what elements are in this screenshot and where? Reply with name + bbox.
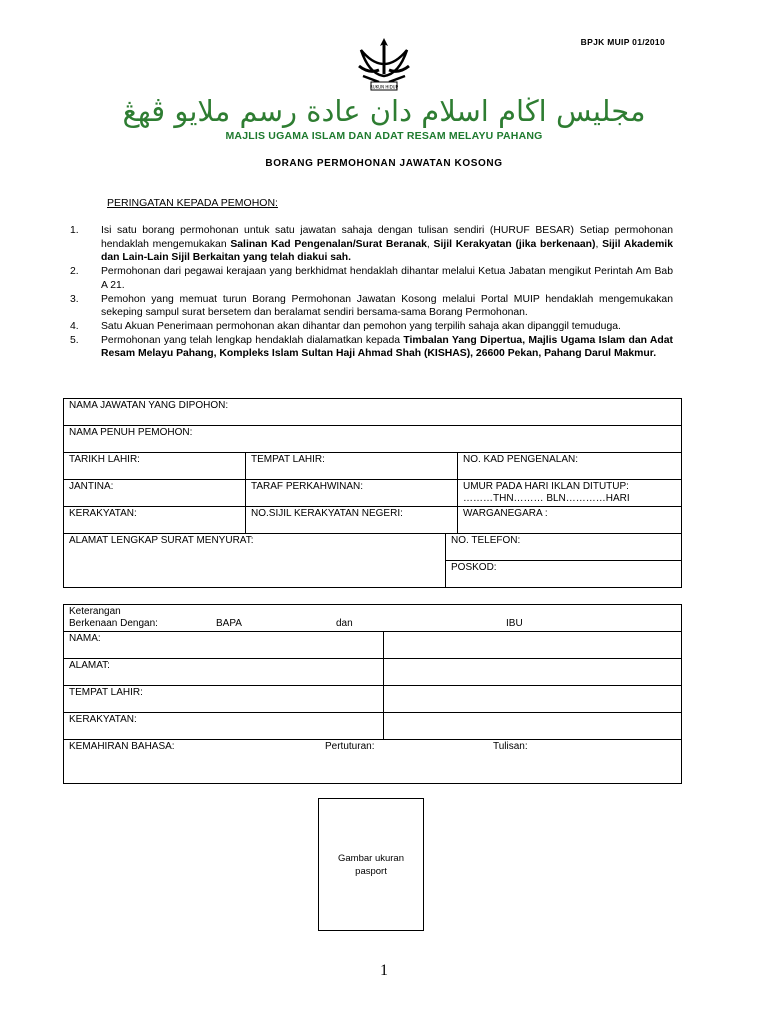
ic-number-field[interactable]: NO. KAD PENGENALAN:	[458, 453, 682, 480]
citizenship-field[interactable]: KERAKYATAN:	[64, 507, 246, 534]
postcode-field[interactable]: POSKOD:	[446, 561, 682, 588]
language-skills-field[interactable]: KEMAHIRAN BAHASA: Pertuturan: Tulisan:	[64, 740, 682, 784]
nationality-field[interactable]: WARGANEGARA :	[458, 507, 682, 534]
jawi-organization-name: مجليس اڬام اسلام دان عادة رسم ملايو ڤهڠ	[122, 94, 646, 128]
crest-banner-text: RUKUN HIDUP	[369, 84, 399, 90]
instruction-item: 1. Isi satu borang permohonan untuk satu jawatan sahaja dengan tulisan sendiri (HURUF BESAR) Setiap permohonan hendaklah mengemukakan Salinan Kad Pengenalan/Surat Beranak, Sijil Kerakyatan (jika berkenaan), Sijil Akademik dan Lain-Lain Sijil Berkaitan yang telah diakui sah.	[70, 225, 673, 264]
state-citizenship-cert-field[interactable]: NO.SIJIL KERAKYATAN NEGERI:	[246, 507, 458, 534]
father-address-field[interactable]: ALAMAT:	[64, 659, 384, 686]
job-applied-field[interactable]: NAMA JAWATAN YANG DIPOHON:	[64, 399, 682, 426]
applicant-details-table	[63, 398, 682, 588]
form-title: BORANG PERMOHONAN JAWATAN KOSONG	[265, 158, 503, 169]
instruction-item: 3. Pemohon yang memuat turun Borang Permohonan Jawatan Kosong melalui Portal MUIP hendaklah mengemukakan sekeping sampul surat bersetem dan beralamat sendiri bersama-sama Borang Permohonan.	[70, 293, 673, 319]
organization-name: MAJLIS UGAMA ISLAM DAN ADAT RESAM MELAYU PAHANG	[225, 130, 543, 142]
age-at-closing-field[interactable]: UMUR PADA HARI IKLAN DITUTUP: ………THN……… BLN…………HARI	[458, 480, 682, 507]
state-crest-logo	[349, 36, 419, 96]
mother-address-field[interactable]	[384, 659, 682, 686]
passport-photo-label: Gambar ukuran pasport	[337, 852, 404, 877]
instruction-item: 2. Permohonan dari pegawai kerajaan yang berkhidmat hendaklah dihantar melalui Ketua Jabatan mengikut Perintah Am Bab A 21.	[70, 266, 673, 291]
father-name-field[interactable]: NAMA:	[64, 632, 384, 659]
place-of-birth-field[interactable]: TEMPAT LAHIR:	[246, 453, 458, 480]
applicant-instructions-list	[70, 224, 673, 361]
mother-name-field[interactable]	[384, 632, 682, 659]
instruction-item: 4. Satu Akuan Penerimaan permohonan akan dihantar dan pemohon yang terpilih sahaja akan dipanggil temuduga.	[70, 320, 621, 332]
parents-header: Keterangan Berkenaan Dengan: BAPA dan IBU	[64, 605, 682, 632]
marital-status-field[interactable]: TARAF PERKAHWINAN:	[246, 480, 458, 507]
passport-photo-box[interactable]	[318, 798, 424, 931]
gender-field[interactable]: JANTINA:	[64, 480, 246, 507]
form-reference-code: BPJK MUIP 01/2010	[580, 37, 665, 47]
warning-heading: PERINGATAN KEPADA PEMOHON:	[107, 197, 278, 209]
parents-details-table	[63, 604, 682, 784]
date-of-birth-field[interactable]: TARIKH LAHIR:	[64, 453, 246, 480]
mother-birthplace-field[interactable]	[384, 686, 682, 713]
mother-citizenship-field[interactable]	[384, 713, 682, 740]
father-birthplace-field[interactable]: TEMPAT LAHIR:	[64, 686, 384, 713]
phone-number-field[interactable]: NO. TELEFON:	[446, 534, 682, 561]
instruction-item: 5. Permohonan yang telah lengkap hendaklah dialamatkan kepada Timbalan Yang Dipertua, Majlis Ugama Islam dan Adat Resam Melayu Pahang, Kompleks Islam Sultan Haji Ahmad Shah (KISHAS), 26600 Pekan, Pahang Darul Makmur.	[70, 334, 673, 360]
mailing-address-field[interactable]: ALAMAT LENGKAP SURAT MENYURAT:	[64, 534, 446, 588]
page-number: 1	[380, 962, 388, 979]
father-citizenship-field[interactable]: KERAKYATAN:	[64, 713, 384, 740]
full-name-field[interactable]: NAMA PENUH PEMOHON:	[64, 426, 682, 453]
